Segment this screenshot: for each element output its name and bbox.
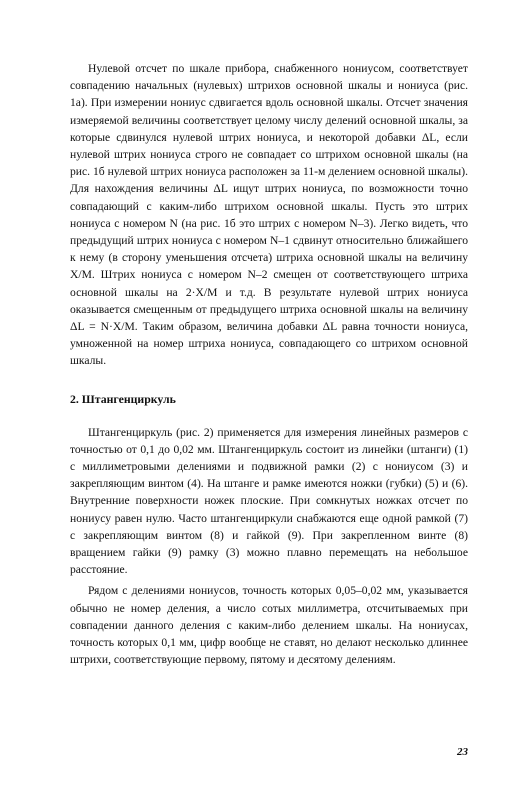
paragraph-vernier-reading: Нулевой отсчет по шкале прибора, снабженного нониусом, соответствует совпадению начальных (нулевых) штрихов основной шкалы и нониуса (рис. 1а). При измерении нониус сдвигается вдоль основной шкалы. Отсчет значения измеряемой величины соответствует целому числу делений основной шкалы, за которые сдвинулся нулевой штрих нониуса, и некоторой добавки ΔL, если нулевой штрих нониуса строго не совпадает со штрихом основной шкалы (на рис. 1б нулевой штрих нониуса расположен за 11-м делением основной шкалы). Для нахождения величины ΔL ищут штрих нониуса, по возможности точно совпадающий с каким-либо штрихом основной шкалы. Пусть это штрих нониуса с номером N (на рис. 1б это штрих с номером N–3). Легко видеть, что предыдущий штрих нониуса с номером N–1 сдвинут относительно ближайшего к нему (в сторону уменьшения отсчета) штриха основной шкалы на величину X/M. Штрих нониуса с номером N–2 смещен от соответствующего штриха основной шкалы на 2·X/M и т.д. В результате нулевой штрих нониуса оказывается смещенным от предыдущего штриха основной шкалы на величину ΔL = N·X/M. Таким образом, величина добавки ΔL равна точности нониуса, умноженной на номер штриха нониуса, совпадающего со штрихом основной шкалы.	[70, 62, 468, 368]
section-heading: 2. Штангенциркуль	[70, 391, 176, 406]
paragraph-caliper-description: Штангенциркуль (рис. 2) применяется для измерения линейных размеров с точностью от 0,1 до 0,02 мм. Штангенциркуль состоит из линейки (штанги) (1) с миллиметровыми делениями и подвижной рамки (2) с нониусом (3) и закрепляющим винтом (4). На штанге и рамке имеются ножки (губки) (5) и (6). Внутренние поверхности ножек плоские. При сомкнутых ножках отсчет по нониусу равен нулю. Часто штангенциркули снабжаются еще одной рамкой (7) с закрепляющим винтом (8) и гайкой (9). При закрепленном винте (8) вращением гайки (9) рамку (3) можно плавно перемещать на небольшое расстояние.	[70, 425, 468, 577]
page-number: 23	[457, 746, 468, 758]
paragraph-vernier-divisions: Рядом с делениями нониусов, точность которых 0,05–0,02 мм, указывается обычно не номер деления, а число сотых миллиметра, отсчитываемых при совпадении данного деления с каким-либо делением шкалы. На нониусах, точность которых 0,1 мм, цифр вообще не ставят, но делают несколько длиннее штрихи, соответствующие первому, пятому и десятому делениям.	[70, 584, 468, 667]
